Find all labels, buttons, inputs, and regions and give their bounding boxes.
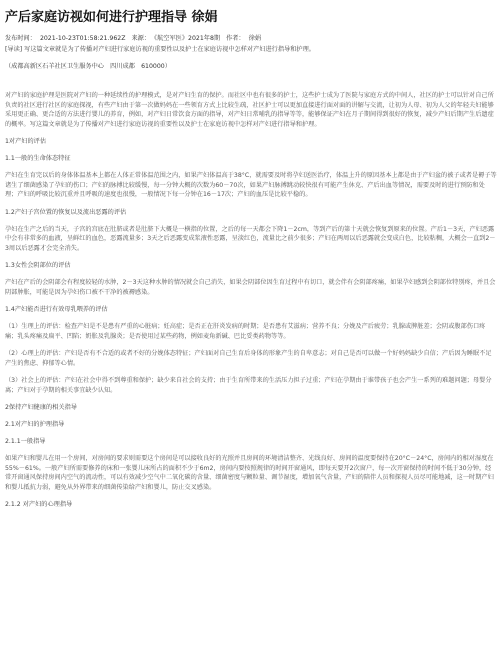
section-heading: 1对产妇的评估 [5, 138, 47, 145]
subsection-heading: 2.1.1一般指导 [5, 438, 46, 445]
article-title: 产后家庭访视如何进行护理指导 徐娟 [5, 10, 218, 25]
body-paragraph: 如果产妇和婴儿在用一个房间，对房间的要求则需要这个房间是可以接收良好的光照并且房间的环境清洁整齐、光线良好、房间的温度要保持在20°C－24°C，房间内的相对湿度在55%－61%。一般产妇所需要修养的床和一张婴儿床所占的面积不少于6m2，房间内要按照规律的时间开窗通风，即每天要开2次窗户，每一次开窗保持的时间不低于30分钟，经常开窗通风保持房间内空气的流动性，可以有效减少空气中二氧化碳的含量、细菌密度与颗粒量、调节湿度，增加氧气含量，产妇的陪伴人员和探视人员尽可能地减，这一时期产妇和婴儿抵抗力弱，避免从外界带来的细菌传染给产妇和婴儿，防止交叉感染。 [5, 455, 494, 491]
abstract: [导读] 写这篇文章就是为了传播对产妇进行家庭访视的重要性以及护士在家庭访视中怎样对产妇进行指导和护理。 [5, 46, 315, 53]
subsection-heading: 2.1.2 对产妇的心理指导 [5, 501, 73, 508]
publish-label: 发布时间： [5, 35, 36, 42]
author-name: 徐娟 [248, 35, 262, 42]
source-label: 来源： [131, 35, 151, 42]
author-label: 作者： [226, 35, 245, 42]
intro-paragraph: 对产妇的家庭护理是医院对产妇的一种延续性的护理模式，是对产妇生育的保护。而社区中也有很多的护士，这些护士成为了医院与家庭方式的中间人，社区的护士可以针对自己所负责的社区进行社区的家庭探视，有些产妇由于第一次做妈妈在一些领育方式上比较生疏，社区护士可以更加直接进行面对面的讲解与交流，让初为人母、初为人父的年轻夫妇能够采用更正确、更合适的方法进行婴儿的养育，例如，对产妇日常饮食方面的指导，对产妇日常哺乳的指导等等，能够保证产妇在月子期间得到很好的恢复，减少产妇后期产生后遗症的概率。写这篇文章就是为了传播对产妇进行家庭访视的重要性以及护士在家庭访视中怎样对产妇进行指导和护理。 [5, 92, 494, 128]
source-name: 《航空军医》2021年8期 [154, 35, 221, 42]
body-paragraph: （3）社会上的评估：产妇在社会中得不到尊重和保护；缺少来自社会的支持；由于生育所带来的生活压力担子过重；产妇在孕期由于谁带孩子也会产生一系列的难题问题；母婴分离；产妇对于孕期的相关事宜缺少认知。 [5, 377, 492, 394]
publish-time: 2021-10-23T01:58:21.962Z [39, 35, 126, 42]
subsection-heading: 1.1一般的生命体态特征 [5, 155, 71, 162]
subsection-heading: 1.3女性会阴部位的评估 [5, 262, 71, 269]
body-paragraph: 产妇在产后的会阴部会有程度较轻的水肿，2－3天这种水肿的情况就会自己消失，如果会阴部位因生育过程中有切口，就会伴有会阴部疼痛，如果孕妇感到会阴部位特别疼，并且会阴部肿胀，可能是因为孕妇伤口被不干净的被褥感染。 [5, 279, 496, 296]
author-address: （成都高新区石羊社区卫生服务中心 四川成都 610000） [5, 63, 171, 70]
article-meta [5, 34, 497, 43]
body-paragraph: （1）生理上的评估：检查产妇是不是患有严重的心脏病；妊高症；是否正在肝炎发病的时期；是否患有艾滋病；营养不良；分娩及产后疲劳；乳腺或脾脏差；会阴或腹部伤口疼痛；乳头疼痛及扁平、凹陷；奶胀及乳腺炎；是否使用过某些药物，例如麦角新碱、巴比妥类药物等等。 [5, 323, 486, 340]
body-paragraph: （2）心理上的评估：产妇是否有不合适的或者不好的分娩体态特征；产妇面对自己生育后身体的形象产生的自卑意志；对自己是否可以做一个好妈妈缺少自信；产后因为睡眠不足产生的焦虑、抑郁等心情。 [5, 350, 492, 367]
subsection-heading: 2.1对产妇的护理指导 [5, 421, 65, 428]
body-paragraph: 孕妇在生产之后的当天，子宫的宫底在肚脐或者是肚脐下大概是一横指的位置，之后的每一天都会下降1－2cm，等到产后的第十天就会恢复到原来的位置。产后1－3天，产妇恶露中会有非常多的血液，呈鲜红的血色，恶露流量多；3天之后恶露变成浆液性恶露，呈淡红色，流量比之前少很多；产妇在两周以后恶露就会变成白色，比较粘稠，大概会一直到2－3周以后恶露才会完全消失。 [5, 225, 496, 252]
subsection-heading: 1.2产妇子宫位置的恢复以及流出恶露的评估 [5, 208, 127, 216]
body-paragraph: 产妇在生育完以后的身体体温基本上都在人体正常体温范围之内，如果产妇体温高于38°C，就需要及时将孕妇送医治疗，体温上升的原因基本上都是由于产妇盆的被子或者是褥子等诸生了细菌感染了孕妇的伤口；产妇的脉搏比较缓慢，每一分钟大概的次数为60－70次，如果产妇脉搏跳动较快很有可能产生休克、产后出血等情况，需要及时的进行预防和处理；产妇的呼吸比较沉重并且呼吸的速度也很慢，一般情况下每一分钟在16－17次；产妇的血压是比较平稳的。 [5, 172, 497, 198]
section-heading: 2保持产妇健康的相关指导 [5, 404, 77, 411]
article-body [5, 91, 497, 509]
subsection-heading: 1.4产妇能否进行有效母乳喂养的评估 [5, 306, 108, 313]
